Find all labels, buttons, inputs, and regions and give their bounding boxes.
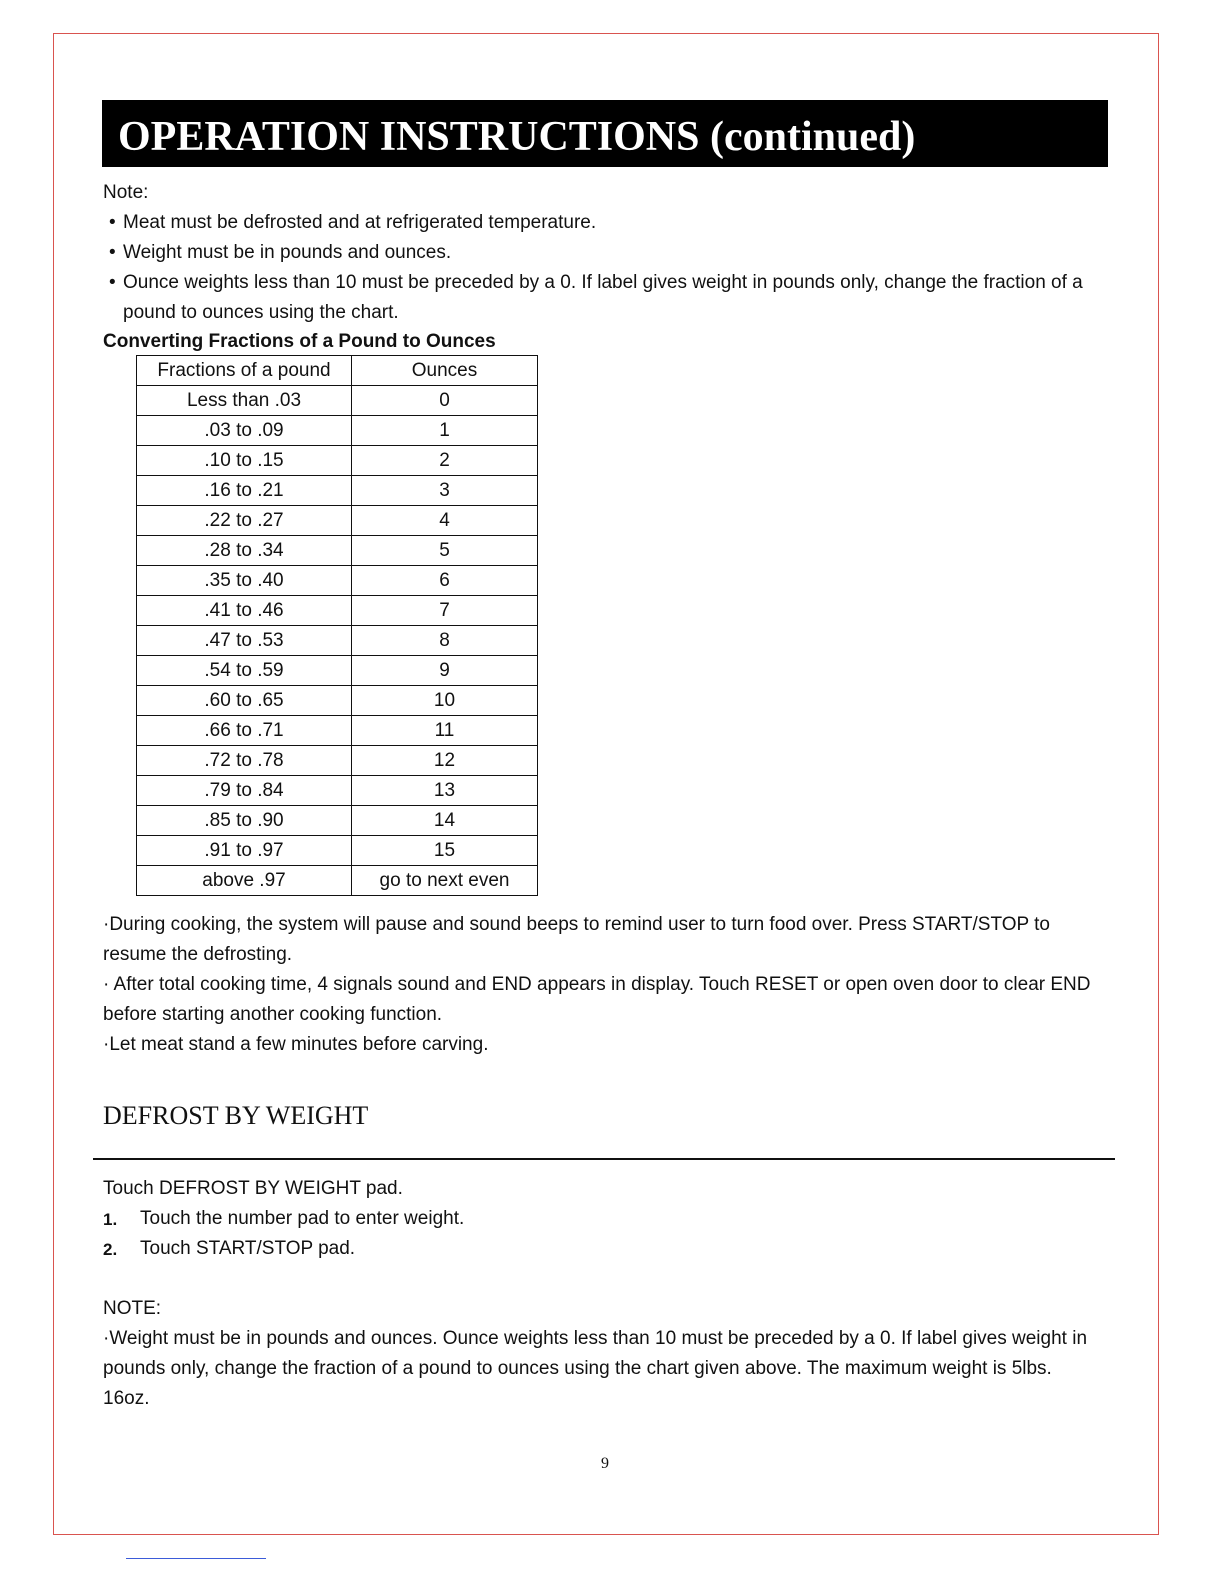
end-signal-note: · After total cooking time, 4 signals sound and END appears in display. Touch RESET or open oven door to clear END <box>103 974 1091 995</box>
bullet-icon: • <box>109 242 116 263</box>
weight-note-line-3: 16oz. <box>103 1388 150 1409</box>
stand-time-note: ·Let meat stand a few minutes before carving. <box>103 1034 489 1055</box>
fraction-cell: .85 to .90 <box>137 806 352 836</box>
fraction-cell: .60 to .65 <box>137 686 352 716</box>
table-row <box>137 746 538 776</box>
table-row <box>137 686 538 716</box>
end-signal-note-continued: before starting another cooking function. <box>103 1004 443 1025</box>
ounces-cell: 4 <box>352 506 538 536</box>
ounces-cell: go to next even <box>352 866 538 896</box>
table-row <box>137 596 538 626</box>
column-header-ounces: Ounces <box>352 356 538 386</box>
fraction-cell: .54 to .59 <box>137 656 352 686</box>
table-row <box>137 416 538 446</box>
fraction-cell: .22 to .27 <box>137 506 352 536</box>
ounces-cell: 13 <box>352 776 538 806</box>
table-header-row <box>137 356 538 386</box>
step-number-2: 2. <box>103 1240 118 1259</box>
fraction-cell: .91 to .97 <box>137 836 352 866</box>
weight-note-line-2: pounds only, change the fraction of a pound to ounces using the chart given above. The maximum weight is 5lbs. <box>103 1358 1052 1379</box>
conversion-table-title: Converting Fractions of a Pound to Ounces <box>103 331 496 352</box>
fraction-cell: .79 to .84 <box>137 776 352 806</box>
table-row <box>137 656 538 686</box>
fraction-cell: .03 to .09 <box>137 416 352 446</box>
section-title-defrost-by-weight: DEFROST BY WEIGHT <box>103 1101 369 1130</box>
table-row <box>137 566 538 596</box>
page-title: OPERATION INSTRUCTIONS (continued) <box>118 114 916 160</box>
ounces-cell: 2 <box>352 446 538 476</box>
footer-underline <box>126 1558 266 1559</box>
table-row <box>137 866 538 896</box>
note-label: Note: <box>103 182 149 203</box>
ounces-cell: 7 <box>352 596 538 626</box>
ounces-cell: 8 <box>352 626 538 656</box>
cooking-pause-note-continued: resume the defrosting. <box>103 944 293 965</box>
bullet-icon: • <box>109 272 116 293</box>
ounces-cell: 5 <box>352 536 538 566</box>
ounces-cell: 9 <box>352 656 538 686</box>
fraction-cell: .16 to .21 <box>137 476 352 506</box>
ounces-cell: 12 <box>352 746 538 776</box>
fraction-cell: .66 to .71 <box>137 716 352 746</box>
cooking-pause-note: ·During cooking, the system will pause and sound beeps to remind user to turn food over. Press START/STOP to <box>103 914 1050 935</box>
ounces-cell: 14 <box>352 806 538 836</box>
ounces-cell: 1 <box>352 416 538 446</box>
conversion-table <box>136 355 538 896</box>
table-row <box>137 536 538 566</box>
fraction-cell: .10 to .15 <box>137 446 352 476</box>
table-row <box>137 836 538 866</box>
defrost-intro: Touch DEFROST BY WEIGHT pad. <box>103 1178 403 1199</box>
ounces-cell: 10 <box>352 686 538 716</box>
note-item-2: Weight must be in pounds and ounces. <box>123 242 452 263</box>
bullet-icon: • <box>109 212 116 233</box>
note-item-3-continued: pound to ounces using the chart. <box>123 302 399 323</box>
fraction-cell: .35 to .40 <box>137 566 352 596</box>
note-item-3: Ounce weights less than 10 must be preceded by a 0. If label gives weight in pounds only, change the fraction of a <box>123 272 1083 293</box>
page-number: 9 <box>601 1455 609 1472</box>
ounces-cell: 15 <box>352 836 538 866</box>
header-banner <box>102 100 1108 167</box>
fraction-cell: Less than .03 <box>137 386 352 416</box>
table-row <box>137 806 538 836</box>
section-divider <box>93 1158 1115 1160</box>
column-header-fractions: Fractions of a pound <box>137 356 352 386</box>
ounces-cell: 11 <box>352 716 538 746</box>
table-row <box>137 386 538 416</box>
fraction-cell: .72 to .78 <box>137 746 352 776</box>
ounces-cell: 0 <box>352 386 538 416</box>
fraction-cell: .28 to .34 <box>137 536 352 566</box>
table-body <box>137 386 538 896</box>
fraction-cell: .41 to .46 <box>137 596 352 626</box>
table-row <box>137 506 538 536</box>
step-text-2: Touch START/STOP pad. <box>140 1238 356 1259</box>
table-row <box>137 476 538 506</box>
fraction-cell: .47 to .53 <box>137 626 352 656</box>
fraction-cell: above .97 <box>137 866 352 896</box>
note-heading: NOTE: <box>103 1298 162 1319</box>
weight-note-line-1: ·Weight must be in pounds and ounces. Ounce weights less than 10 must be preceded by a 0. If label gives weight in <box>103 1328 1088 1349</box>
table-row <box>137 716 538 746</box>
table-row <box>137 446 538 476</box>
table-row <box>137 626 538 656</box>
ounces-cell: 3 <box>352 476 538 506</box>
ounces-cell: 6 <box>352 566 538 596</box>
step-number-1: 1. <box>103 1210 118 1229</box>
note-item-1: Meat must be defrosted and at refrigerated temperature. <box>123 212 597 233</box>
step-text-1: Touch the number pad to enter weight. <box>140 1208 465 1229</box>
table-row <box>137 776 538 806</box>
